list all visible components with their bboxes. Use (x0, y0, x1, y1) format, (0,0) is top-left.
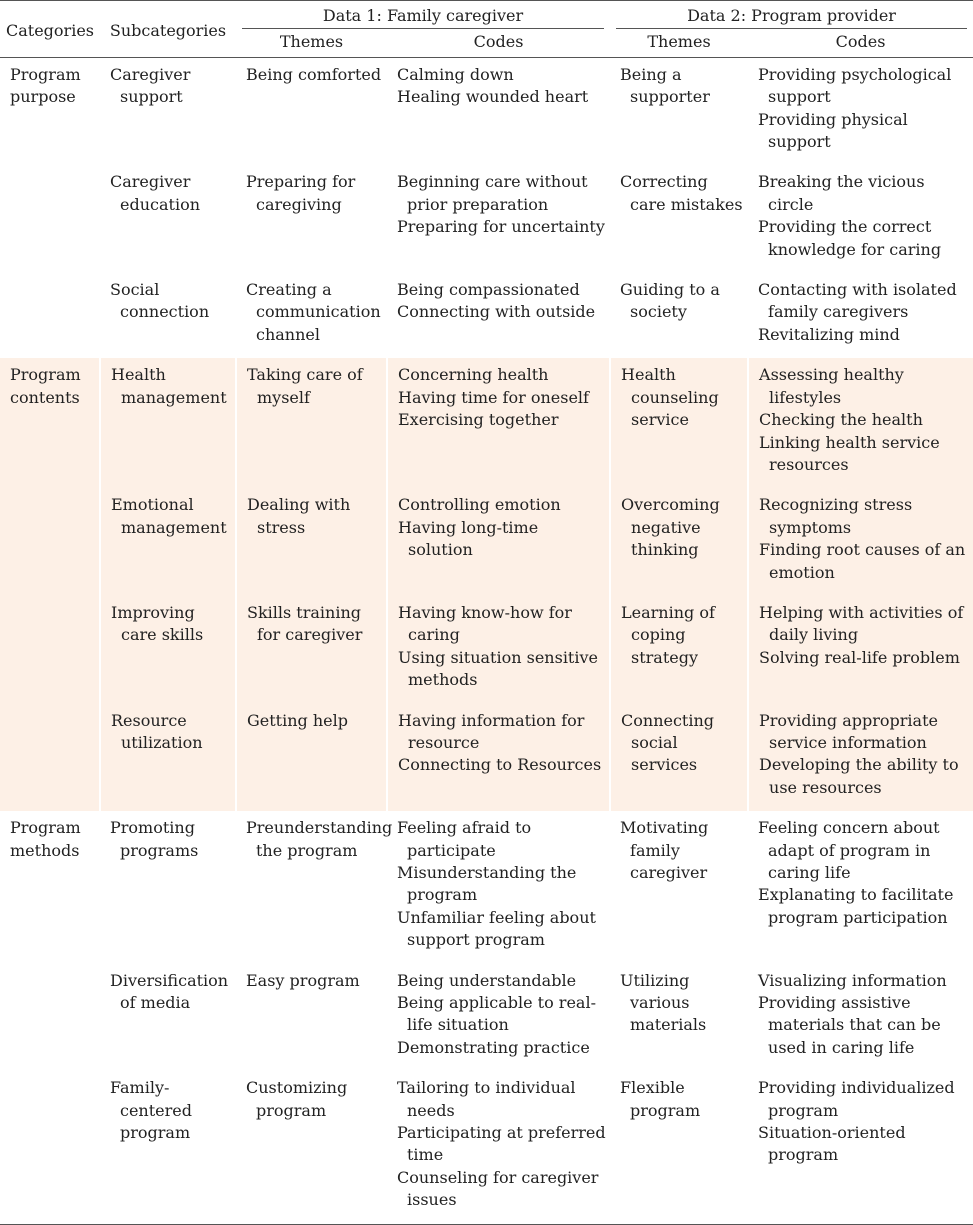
theme1-label: Being comforted (246, 64, 382, 84)
code-item: Helping with activities of daily living (759, 602, 964, 645)
theme1-label: Easy program (246, 970, 360, 990)
theme1-label: Customizing program (246, 1078, 348, 1120)
theme1-cell (236, 273, 387, 358)
codes2-cell (748, 57, 973, 165)
theme1-label: Creating a communication channel (246, 280, 381, 344)
theme2-label: Correcting care mistakes (620, 172, 743, 214)
codes1-cell (387, 596, 610, 704)
theme2-label: Flexible program (620, 1078, 701, 1120)
category-cell (0, 165, 100, 273)
code-item: Having know-how for caring (398, 602, 572, 645)
category-cell (0, 488, 100, 596)
header-subcategories: Subcategories (100, 1, 236, 58)
codes1-cell (387, 811, 610, 963)
codes1-cell (387, 488, 610, 596)
code-item: Feeling afraid to participate (397, 818, 532, 860)
header-data2-label: Data 2: Program provider (687, 6, 896, 25)
codes2-cell (748, 358, 973, 488)
theme1-cell (236, 704, 387, 812)
code-item: Unfamiliar feeling about support program (397, 907, 596, 950)
code-item: Being understandable (397, 970, 577, 990)
theme2-label: Being a supporter (620, 64, 710, 107)
theme1-label: Preparing for caregiving (246, 172, 356, 214)
header-data2 (610, 1, 973, 30)
theme1-label: Skills training for caregiver (247, 602, 363, 645)
code-item: Revitalizing mind (758, 324, 900, 344)
code-item: Being compassionated (397, 280, 580, 300)
code-item: Misunderstanding the program (397, 863, 577, 905)
theme1-cell (236, 1071, 387, 1224)
codes1-cell (387, 358, 610, 488)
category-cell: Program purpose (10, 64, 81, 107)
table-row (0, 811, 973, 963)
theme2-cell (610, 165, 748, 273)
theme1-label: Preunderstanding the program (246, 818, 393, 860)
table-row (0, 488, 973, 596)
subcategory-cell (100, 1071, 236, 1224)
header-themes-2: Themes (610, 29, 748, 57)
subcategory-cell (100, 964, 236, 1072)
code-item: Counseling for caregiver issues (397, 1167, 599, 1210)
theme2-label: Overcoming negative thinking (621, 495, 720, 560)
codes2-cell (748, 596, 973, 704)
code-item: Preparing for uncertainty (397, 217, 605, 237)
table-row (0, 165, 973, 273)
table-row (0, 1071, 973, 1224)
category-cell (0, 1071, 100, 1224)
code-item: Connecting to Resources (398, 755, 602, 775)
header-codes-2: Codes (748, 29, 973, 57)
subcategory-label: Health management (111, 365, 227, 407)
code-item: Contacting with isolated family caregivers (758, 280, 957, 322)
theme2-cell (610, 57, 748, 165)
code-item: Providing physical support (758, 109, 908, 152)
category-cell: Program contents (0, 358, 100, 488)
category-cell (0, 704, 100, 812)
code-item: Exercising together (398, 410, 559, 430)
header-codes-1: Codes (387, 29, 610, 57)
code-item: Situation-oriented program (758, 1123, 906, 1165)
subcategory-label: Diversification of media (110, 970, 229, 1013)
codes2-cell (748, 704, 973, 812)
theme2-label: Guiding to a society (620, 280, 720, 322)
subcategory-cell (100, 488, 236, 596)
subcategory-cell (100, 165, 236, 273)
table-header (0, 1, 973, 58)
table-body (0, 57, 973, 1224)
code-item: Recognizing stress symptoms (759, 495, 913, 537)
theme2-cell (610, 273, 748, 358)
code-item: Finding root causes of an emotion (759, 540, 966, 582)
header-categories: Categories (0, 1, 100, 58)
codes1-cell (387, 57, 610, 165)
codes2-cell (748, 1071, 973, 1224)
table-row (0, 704, 973, 812)
code-item: Feeling concern about adapt of program in caring life (758, 818, 940, 882)
theme1-cell (236, 964, 387, 1072)
table-row (0, 596, 973, 704)
theme2-cell (610, 596, 748, 704)
theme1-cell (236, 488, 387, 596)
theme2-label: Connecting social services (621, 710, 715, 775)
code-item: Linking health service resources (759, 432, 940, 474)
codes1-cell (387, 1071, 610, 1224)
code-item: Providing the correct knowledge for caring (758, 217, 942, 259)
category-cell (0, 596, 100, 704)
theme1-cell (236, 811, 393, 963)
category-cell (0, 964, 100, 1072)
theme2-label: Health counseling service (621, 365, 719, 430)
subcategory-cell (100, 704, 236, 812)
table-row (0, 273, 973, 358)
theme1-cell (236, 165, 387, 273)
subcategory-label: Caregiver support (110, 64, 191, 107)
codes2-cell (748, 811, 973, 963)
theme2-cell (610, 358, 748, 488)
codes2-cell (748, 273, 973, 358)
code-item: Calming down (397, 64, 514, 84)
header-data1-label: Data 1: Family caregiver (322, 6, 524, 25)
code-item: Providing individualized program (758, 1078, 955, 1120)
theme2-cell (610, 964, 748, 1072)
code-item: Providing appropriate service information (759, 710, 938, 752)
header-data1 (236, 1, 610, 30)
code-item: Visualizing information (758, 970, 947, 990)
code-item: Tailoring to individual needs (397, 1078, 576, 1120)
code-item: Being applicable to real-life situation (397, 993, 596, 1035)
codes1-cell (387, 165, 610, 273)
code-item: Using situation sensitive methods (398, 647, 598, 690)
subcategory-label: Family-centered program (110, 1078, 192, 1143)
category-cell: Program methods (10, 818, 81, 860)
theme2-cell (610, 1071, 748, 1224)
code-item: Controlling emotion (398, 495, 561, 515)
code-item: Concerning health (398, 365, 549, 385)
code-item: Having information for resource (398, 710, 585, 752)
subcategory-label: Emotional management (111, 495, 227, 537)
header-themes-1: Themes (236, 29, 387, 57)
codes1-cell (387, 273, 610, 358)
table-row (0, 964, 973, 1072)
subcategory-cell (100, 358, 236, 488)
code-item: Assessing healthy lifestyles (759, 365, 904, 407)
codes2-cell (748, 165, 973, 273)
subcategory-label: Caregiver education (110, 172, 200, 214)
code-item: Beginning care without prior preparation (397, 172, 588, 214)
code-item: Having time for oneself (398, 387, 589, 407)
theme2-cell (610, 488, 748, 596)
code-item: Demonstrating practice (397, 1037, 590, 1057)
category-cell (0, 273, 100, 358)
code-item: Connecting with outside (397, 302, 596, 322)
codes2-cell (748, 964, 973, 1072)
code-item: Having long-time solution (398, 517, 539, 560)
theme1-cell (236, 57, 387, 165)
code-item: Breaking the vicious circle (758, 172, 925, 214)
theme2-label: Utilizing various materials (620, 970, 707, 1035)
subcategory-cell (100, 273, 236, 358)
table-row (0, 358, 973, 488)
theme2-label: Motivating family caregiver (620, 818, 709, 882)
codes1-cell (387, 704, 610, 812)
theme1-label: Taking care of myself (247, 365, 363, 407)
table-row (0, 57, 973, 165)
subcategory-cell (100, 811, 236, 963)
subcategory-cell (100, 596, 236, 704)
code-item: Explanating to facilitate program participation (758, 885, 954, 927)
theme2-cell (610, 704, 748, 812)
theme1-cell (236, 596, 387, 704)
theme2-cell (610, 811, 748, 963)
subcategory-label: Resource utilization (111, 710, 203, 752)
theme1-label: Getting help (247, 710, 348, 730)
subcategory-label: Promoting programs (110, 818, 199, 860)
code-item: Developing the ability to use resources (759, 755, 959, 797)
subcategory-cell (100, 57, 236, 165)
code-item: Providing psychological support (758, 64, 952, 107)
codes2-cell (748, 488, 973, 596)
theme1-label: Dealing with stress (247, 495, 351, 537)
code-item: Checking the health (759, 410, 923, 430)
code-item: Healing wounded heart (397, 87, 589, 107)
code-item: Solving real-life problem (759, 647, 960, 667)
subcategory-label: Social connection (110, 280, 210, 322)
codes1-cell (387, 964, 610, 1072)
subcategory-label: Improving care skills (111, 602, 204, 645)
code-item: Providing assistive materials that can be used in caring life (758, 993, 941, 1057)
theme1-cell (236, 358, 387, 488)
code-item: Participating at preferred time (397, 1123, 606, 1165)
theme2-label: Learning of coping strategy (621, 602, 715, 667)
